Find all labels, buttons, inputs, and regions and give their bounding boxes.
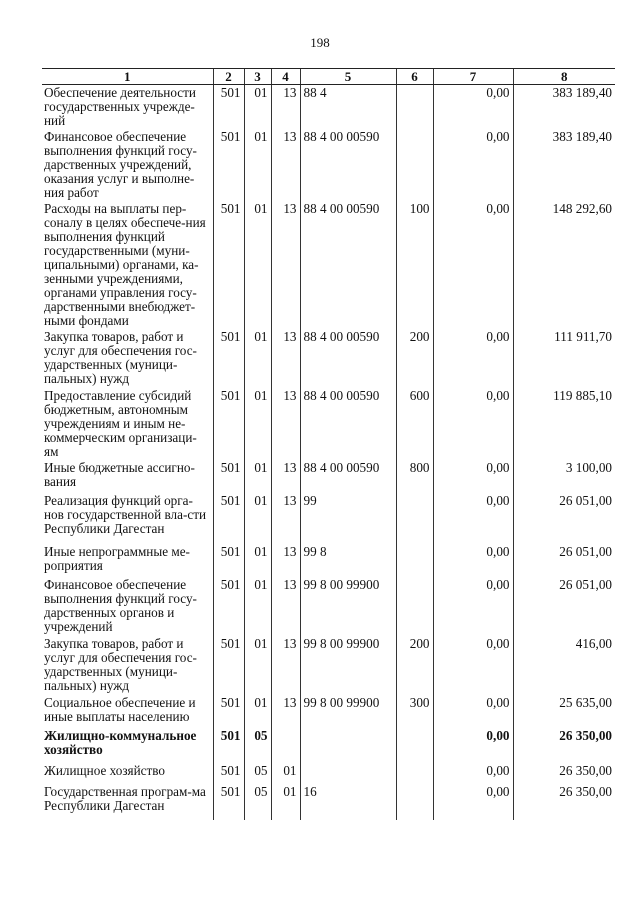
table-row [42, 577, 615, 636]
row-rz: 01 [244, 129, 271, 201]
row-name: Жилищное хозяйство [44, 762, 165, 778]
row-vr [396, 784, 433, 820]
row-pr: 13 [271, 85, 300, 129]
header-col-2: 2 [213, 69, 244, 85]
row-csr: 16 [300, 784, 396, 820]
row-rz: 05 [244, 784, 271, 820]
row-vr: 100 [396, 201, 433, 329]
row-vr: 200 [396, 636, 433, 695]
row-rz: 01 [244, 577, 271, 636]
row-csr: 88 4 [300, 85, 396, 129]
row-grbs: 501 [213, 577, 244, 636]
row-rz: 01 [244, 388, 271, 460]
row-rz: 01 [244, 636, 271, 695]
row-grbs: 501 [213, 388, 244, 460]
row-vr [396, 129, 433, 201]
row-col8: 26 051,00 [513, 544, 615, 577]
row-col8: 383 189,40 [513, 129, 615, 201]
row-pr: 01 [271, 784, 300, 820]
table-row [42, 728, 615, 763]
row-col8: 26 051,00 [513, 493, 615, 544]
row-col7: 0,00 [433, 460, 513, 493]
row-name: Реализация функций орга-нов государственной вла-сти Республики Дагестан [44, 492, 207, 536]
page-number: 198 [310, 35, 330, 50]
table-row [42, 695, 615, 728]
row-col7: 0,00 [433, 728, 513, 763]
header-col-3: 3 [244, 69, 271, 85]
row-name: Предоставление субсидий бюджетным, автономным учреждениям и иным не-коммерческим организаци-ям [44, 387, 197, 459]
row-pr: 13 [271, 695, 300, 728]
row-pr [271, 728, 300, 763]
row-csr [300, 763, 396, 784]
row-grbs: 501 [213, 636, 244, 695]
row-vr [396, 763, 433, 784]
row-csr: 99 [300, 493, 396, 544]
row-name: Обеспечение деятельности государственных учрежде-ний [44, 85, 196, 128]
row-col8: 148 292,60 [513, 201, 615, 329]
row-name: Государственная програм-ма Республики Дагестан [44, 783, 206, 813]
row-col7: 0,00 [433, 388, 513, 460]
row-pr: 13 [271, 544, 300, 577]
row-csr: 88 4 00 00590 [300, 388, 396, 460]
row-col8: 26 350,00 [513, 763, 615, 784]
row-pr: 13 [271, 460, 300, 493]
row-vr: 600 [396, 388, 433, 460]
row-pr: 13 [271, 577, 300, 636]
row-csr: 88 4 00 00590 [300, 201, 396, 329]
row-pr: 13 [271, 388, 300, 460]
table-row [42, 129, 615, 201]
table-row [42, 388, 615, 460]
row-name: Жилищно-коммунальное хозяйство [44, 727, 197, 757]
row-col7: 0,00 [433, 784, 513, 820]
row-grbs: 501 [213, 329, 244, 388]
row-name: Расходы на выплаты пер-соналу в целях обеспече-ния выполнения функций государственными (муни-ципальными) органами, ка-зенными учреждениями, органами управления госу-дарственными внебюджет-ными фондами [44, 200, 206, 328]
row-vr [396, 544, 433, 577]
row-pr: 13 [271, 201, 300, 329]
row-rz: 01 [244, 493, 271, 544]
row-col8: 25 635,00 [513, 695, 615, 728]
header-col-7: 7 [433, 69, 513, 85]
header-col-5: 5 [300, 69, 396, 85]
row-grbs: 501 [213, 763, 244, 784]
row-pr: 13 [271, 493, 300, 544]
row-name: Иные непрограммные ме-роприятия [44, 543, 190, 573]
row-rz: 01 [244, 544, 271, 577]
row-vr [396, 728, 433, 763]
row-col7: 0,00 [433, 201, 513, 329]
row-rz: 01 [244, 460, 271, 493]
row-grbs: 501 [213, 728, 244, 763]
row-col8: 119 885,10 [513, 388, 615, 460]
row-name: Финансовое обеспечение выполнения функций госу-дарственных учреждений, оказания услуг и выполне-ния работ [44, 128, 197, 200]
table-row [42, 636, 615, 695]
row-name: Закупка товаров, работ и услуг для обеспечения гос-ударственных (муници-пальных) нужд [44, 328, 197, 386]
row-col7: 0,00 [433, 493, 513, 544]
row-vr: 300 [396, 695, 433, 728]
row-col7: 0,00 [433, 695, 513, 728]
row-col8: 383 189,40 [513, 85, 615, 129]
row-col7: 0,00 [433, 329, 513, 388]
row-grbs: 501 [213, 784, 244, 820]
row-col8: 26 350,00 [513, 784, 615, 820]
row-name: Иные бюджетные ассигно-вания [44, 459, 195, 489]
header-col-4: 4 [271, 69, 300, 85]
row-rz: 05 [244, 763, 271, 784]
budget-table [42, 68, 615, 820]
row-col8: 416,00 [513, 636, 615, 695]
row-vr: 800 [396, 460, 433, 493]
row-name: Социальное обеспечение и иные выплаты населению [44, 694, 196, 724]
table-row [42, 85, 615, 129]
table-row [42, 763, 615, 784]
row-csr: 88 4 00 00590 [300, 329, 396, 388]
row-col7: 0,00 [433, 544, 513, 577]
row-pr: 01 [271, 763, 300, 784]
row-rz: 01 [244, 85, 271, 129]
table-row [42, 544, 615, 577]
row-grbs: 501 [213, 695, 244, 728]
row-col8: 26 350,00 [513, 728, 615, 763]
row-vr [396, 577, 433, 636]
row-csr: 99 8 00 99900 [300, 636, 396, 695]
row-grbs: 501 [213, 460, 244, 493]
row-grbs: 501 [213, 544, 244, 577]
row-grbs: 501 [213, 129, 244, 201]
row-grbs: 501 [213, 85, 244, 129]
row-vr: 200 [396, 329, 433, 388]
header-col-6: 6 [396, 69, 433, 85]
row-name: Финансовое обеспечение выполнения функций госу-дарственных органов и учреждений [44, 576, 197, 634]
row-grbs: 501 [213, 493, 244, 544]
table-row [42, 784, 615, 820]
row-csr: 88 4 00 00590 [300, 460, 396, 493]
header-row [42, 69, 615, 85]
row-csr: 99 8 [300, 544, 396, 577]
row-grbs: 501 [213, 201, 244, 329]
table-row [42, 329, 615, 388]
row-csr: 99 8 00 99900 [300, 577, 396, 636]
row-col7: 0,00 [433, 129, 513, 201]
header-col-1: 1 [42, 69, 213, 85]
table-row [42, 493, 615, 544]
row-col8: 111 911,70 [513, 329, 615, 388]
header-col-8: 8 [513, 69, 615, 85]
table-row [42, 460, 615, 493]
row-col7: 0,00 [433, 763, 513, 784]
row-name: Закупка товаров, работ и услуг для обеспечения гос-ударственных (муници-пальных) нужд [44, 635, 197, 693]
row-csr: 88 4 00 00590 [300, 129, 396, 201]
row-csr: 99 8 00 99900 [300, 695, 396, 728]
row-col8: 3 100,00 [513, 460, 615, 493]
row-rz: 01 [244, 695, 271, 728]
row-col8: 26 051,00 [513, 577, 615, 636]
row-rz: 05 [244, 728, 271, 763]
row-pr: 13 [271, 636, 300, 695]
row-vr [396, 493, 433, 544]
row-col7: 0,00 [433, 85, 513, 129]
row-pr: 13 [271, 329, 300, 388]
table-row [42, 201, 615, 329]
row-csr [300, 728, 396, 763]
row-rz: 01 [244, 329, 271, 388]
table-body [42, 85, 615, 820]
row-vr [396, 85, 433, 129]
row-rz: 01 [244, 201, 271, 329]
row-col7: 0,00 [433, 577, 513, 636]
row-pr: 13 [271, 129, 300, 201]
row-col7: 0,00 [433, 636, 513, 695]
